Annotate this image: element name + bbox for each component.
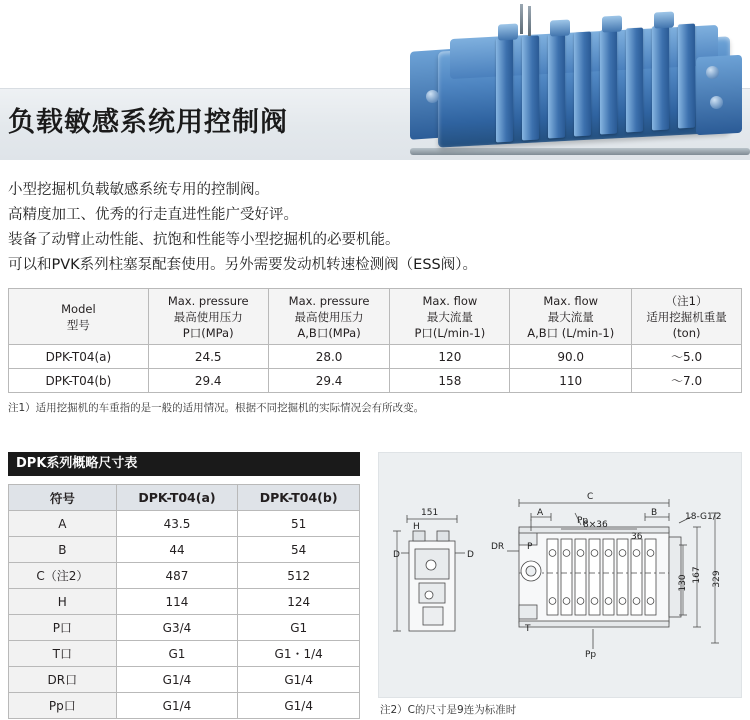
spec-header-max-pressure-p: Max. pressure 最高使用压力 P口(MPa) (148, 289, 268, 345)
dim-cell-value-a: G1 (116, 641, 238, 667)
spec-cell-model: DPK-T04(a) (9, 345, 149, 369)
dim-label-d-left: D (393, 550, 400, 560)
spec-cell-flow-p: 120 (390, 345, 510, 369)
valve-section-8 (678, 24, 695, 129)
description-line-1: 小型挖掘机负载敏感系统专用的控制阀。 (8, 182, 269, 198)
dim-cell-value-b: G1/4 (238, 667, 360, 693)
spec-table-note: 注1）适用挖掘机的车重指的是一般的适用情况。根据不同挖掘机的实际情况会有所改变。 (8, 402, 425, 414)
dim-cell-value-b: 512 (238, 563, 360, 589)
dim-cell-symbol: P口 (9, 615, 117, 641)
spec-cell-flow-ab: 110 (510, 369, 632, 393)
description-line-3: 装备了动臂止动性能、抗饱和性能等小型挖掘机的必要机能。 (8, 232, 400, 248)
dim-label-b: B (651, 508, 658, 518)
dim-cell-symbol: T口 (9, 641, 117, 667)
table-row (9, 693, 360, 719)
valve-stem-2 (528, 6, 531, 36)
dim-cell-value-b: G1 (238, 615, 360, 641)
description-line-4: 可以和PVK系列柱塞泵配套使用。另外需要发动机转速检测阀（ESS阀）。 (8, 257, 477, 273)
table-row (9, 615, 360, 641)
page-title: 负载敏感系统用控制阀 (8, 107, 288, 138)
spec-cell-model: DPK-T04(b) (9, 369, 149, 393)
dim-header-model-b: DPK-T04(b) (238, 485, 360, 511)
dim-table-wrapper (8, 484, 360, 719)
dim-label-130: 130 (678, 574, 688, 592)
dim-cell-value-a: G1/4 (116, 693, 238, 719)
spec-header-excavator-weight: （注1） 适用挖掘机重量 (ton) (632, 289, 742, 345)
spec-cell-flow-ab: 90.0 (510, 345, 632, 369)
dim-cell-value-b: 124 (238, 589, 360, 615)
spec-table (8, 288, 742, 393)
dim-label-h: H (413, 522, 420, 532)
valve-section-2 (522, 36, 539, 141)
valve-section-6 (626, 28, 643, 133)
spec-cell-pressure-ab: 29.4 (268, 369, 390, 393)
dim-label-p: P (527, 542, 533, 552)
dim-cell-symbol: B (9, 537, 117, 563)
valve-cap-2 (550, 19, 570, 36)
valve-cap-1 (498, 23, 518, 40)
dim-cell-value-b: G1・1/4 (238, 641, 360, 667)
valve-port-knob-2 (710, 96, 723, 109)
dim-header-model-a: DPK-T04(a) (116, 485, 238, 511)
valve-section-5 (600, 30, 617, 135)
valve-cap-4 (654, 11, 674, 28)
dim-cell-symbol: H (9, 589, 117, 615)
valve-cap-3 (602, 15, 622, 32)
dimension-drawing-svg (379, 453, 743, 699)
dim-label-d-right: D (467, 550, 474, 560)
dim-label-18-g12: 18-G1/2 (685, 512, 722, 522)
dim-label-dr: DR (491, 542, 505, 552)
dim-cell-symbol: DR口 (9, 667, 117, 693)
spec-cell-flow-p: 158 (390, 369, 510, 393)
valve-right-block (696, 55, 742, 135)
table-row (9, 511, 360, 537)
dim-table-header-row (9, 485, 360, 511)
dim-label-36: 36 (631, 532, 643, 542)
dim-cell-value-a: G3/4 (116, 615, 238, 641)
valve-section-3 (548, 34, 565, 139)
valve-section-4 (574, 32, 591, 137)
table-row (9, 641, 360, 667)
table-row (9, 369, 742, 393)
dim-cell-symbol: C（注2） (9, 563, 117, 589)
valve-port-knob-3 (426, 90, 439, 103)
dim-cell-symbol: Pp口 (9, 693, 117, 719)
valve-rod (410, 148, 750, 155)
dim-cell-symbol: A (9, 511, 117, 537)
spec-cell-pressure-p: 24.5 (148, 345, 268, 369)
dim-cell-value-a: 43.5 (116, 511, 238, 537)
spec-cell-weight: ～7.0 (632, 369, 742, 393)
dim-label-c: C (587, 492, 594, 502)
valve-port-knob-1 (706, 66, 719, 79)
valve-section-7 (652, 26, 669, 131)
table-row (9, 345, 742, 369)
dim-label-167: 167 (692, 566, 702, 584)
dim-table (8, 484, 360, 719)
dim-label-a: A (537, 508, 544, 518)
spec-cell-pressure-ab: 28.0 (268, 345, 390, 369)
valve-stem-1 (520, 4, 523, 34)
dim-label-151: 151 (421, 508, 439, 518)
dim-label-329: 329 (712, 570, 722, 588)
spec-header-max-pressure-ab: Max. pressure 最高使用压力 A,B口(MPa) (268, 289, 390, 345)
table-row (9, 667, 360, 693)
spec-header-max-flow-p: Max. flow 最大流量 P口(L/min-1) (390, 289, 510, 345)
description-line-2: 高精度加工、优秀的行走直进性能广受好评。 (8, 207, 298, 223)
spec-cell-pressure-p: 29.4 (148, 369, 268, 393)
dim-cell-value-b: 51 (238, 511, 360, 537)
dim-label-pp-top: Pp (577, 516, 589, 526)
spec-header-max-flow-ab: Max. flow 最大流量 A,B口 (L/min-1) (510, 289, 632, 345)
dim-label-t: T (525, 624, 531, 634)
dim-cell-value-b: 54 (238, 537, 360, 563)
table-row (9, 537, 360, 563)
control-valve-photo (410, 4, 750, 160)
dim-cell-value-b: G1/4 (238, 693, 360, 719)
dim-header-symbol: 符号 (9, 485, 117, 511)
description-block (8, 178, 708, 278)
table-row (9, 563, 360, 589)
dimension-drawing-panel (378, 452, 742, 698)
dim-cell-value-a: G1/4 (116, 667, 238, 693)
spec-cell-weight: ～5.0 (632, 345, 742, 369)
spec-table-header-row (9, 289, 742, 345)
dim-table-title: DPK系列概略尺寸表 (8, 452, 360, 476)
valve-section-1 (496, 38, 513, 143)
dim-cell-value-a: 114 (116, 589, 238, 615)
spec-table-wrapper (8, 288, 742, 393)
spec-header-model: Model 型号 (9, 289, 149, 345)
dim-cell-value-a: 44 (116, 537, 238, 563)
drawing-note: 注2）C的尺寸是9连为标准时 (380, 704, 517, 716)
table-row (9, 589, 360, 615)
dim-label-pp-bottom: Pp (585, 650, 597, 660)
dim-label-8x36: 8×36 (583, 520, 608, 530)
dim-cell-value-a: 487 (116, 563, 238, 589)
hero-section (0, 0, 750, 160)
